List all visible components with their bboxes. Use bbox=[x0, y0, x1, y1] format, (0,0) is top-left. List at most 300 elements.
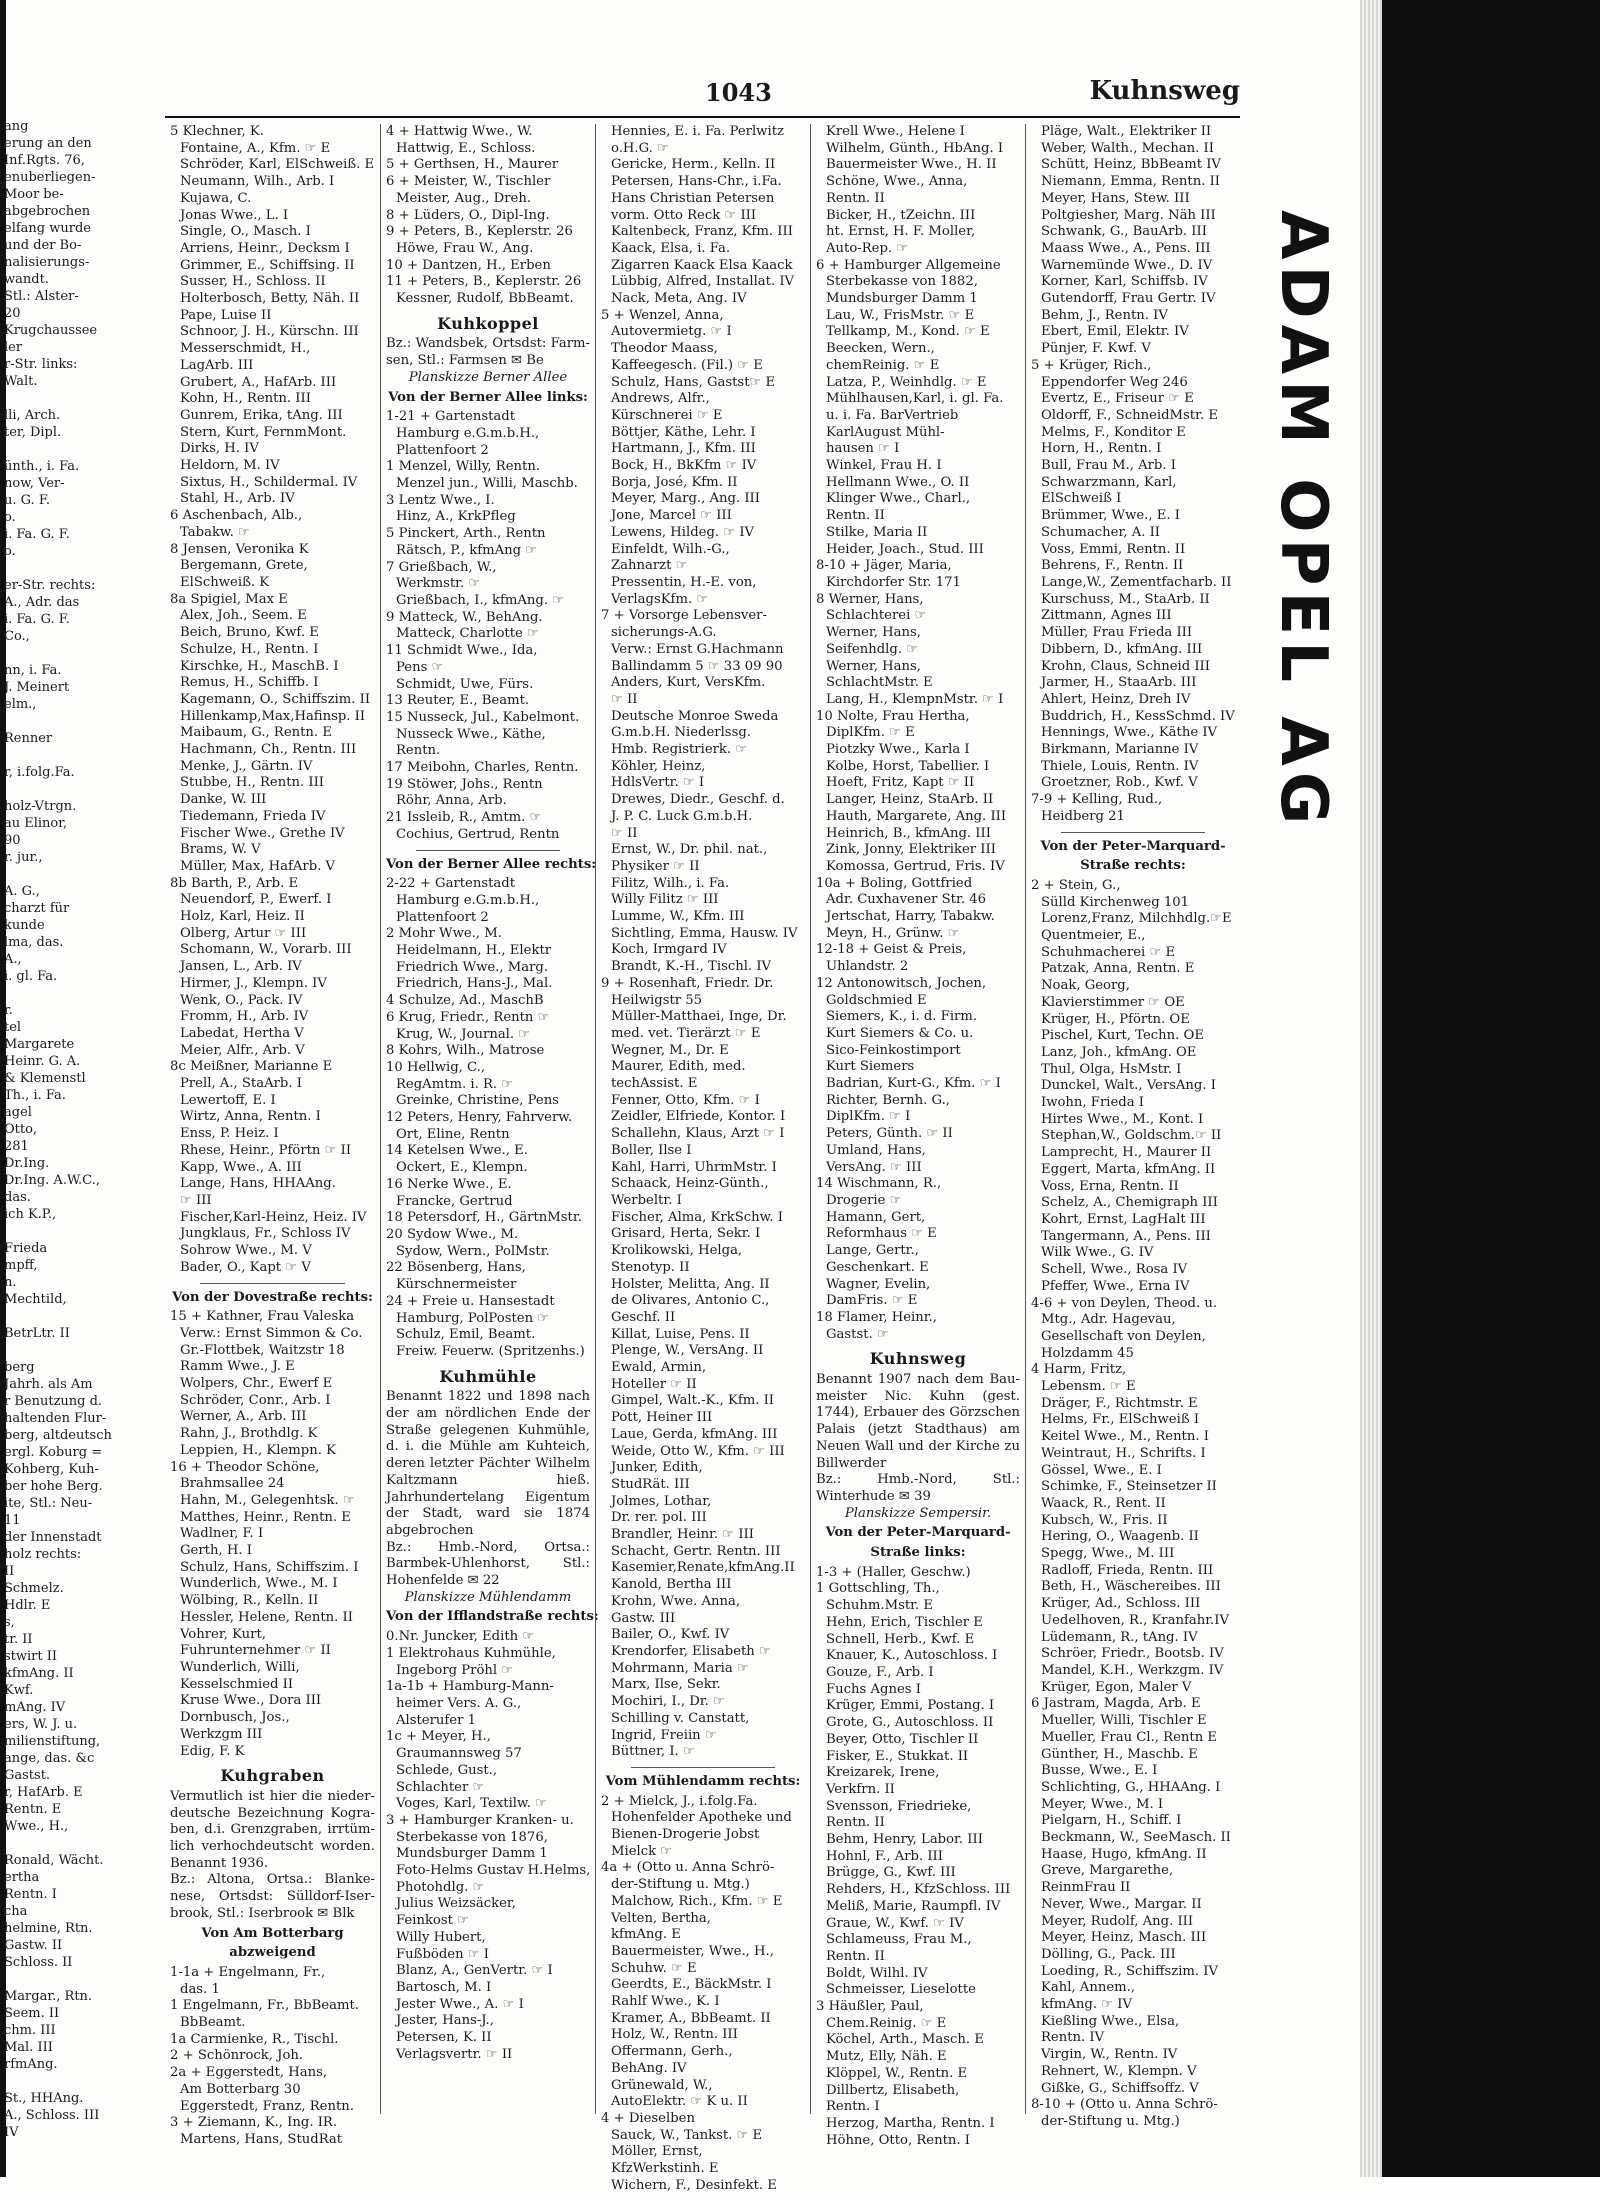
directory-subentry: Krüger, Ad., Schloss. III bbox=[1041, 1596, 1201, 1612]
previous-page-line: r, HafArb. E bbox=[4, 1785, 83, 1800]
directory-subentry: ☞ II bbox=[611, 691, 638, 707]
directory-subentry: Tabakw. ☞ bbox=[180, 524, 250, 540]
directory-subentry: Schmidt, Uwe, Fürs. bbox=[396, 676, 534, 692]
directory-subentry: Grubert, A., HafArb. III bbox=[180, 374, 337, 390]
directory-entry: 1a Carmienke, R., Tischl. bbox=[170, 2031, 339, 2047]
plan-reference: Planskizze Sempersir. bbox=[844, 1505, 992, 1521]
directory-entry: 8 + Lüders, O., Dipl-Ing. bbox=[386, 207, 550, 223]
directory-subentry: Vohrer, Kurt, bbox=[180, 1626, 266, 1642]
directory-subentry: Weide, Otto W., Kfm. ☞ III bbox=[611, 1443, 785, 1459]
directory-subentry: Zigarren Kaack Elsa Kaack bbox=[611, 257, 793, 273]
directory-subentry: BehAng. IV bbox=[611, 2060, 687, 2076]
directory-subentry: Schwarzmann, Karl, bbox=[1041, 474, 1177, 490]
previous-page-line bbox=[4, 1971, 156, 1988]
previous-page-line: St., HHAng. bbox=[4, 2091, 84, 2106]
directory-subentry: Alsterufer 1 bbox=[396, 1712, 476, 1728]
directory-subentry: Böttjer, Käthe, Lehr. I bbox=[611, 424, 756, 440]
previous-page-line: abgebrochen bbox=[4, 204, 91, 219]
directory-subentry: Brams, W. V bbox=[180, 842, 261, 858]
directory-subentry: Jertschat, Harry, Tabakw. bbox=[826, 909, 995, 925]
directory-subentry: vorm. Otto Reck ☞ III bbox=[611, 207, 757, 223]
directory-subentry: Boller, Ilse I bbox=[611, 1142, 692, 1158]
directory-subentry: Richter, Bernh. G., bbox=[826, 1092, 950, 1108]
directory-subentry: Jester, Hans-J., bbox=[396, 2013, 494, 2029]
directory-subentry: Plattenfoort 2 bbox=[396, 909, 489, 925]
previous-page-line: lma, das. bbox=[4, 935, 64, 950]
directory-subentry: Foto-Helms Gustav H.Helms, bbox=[396, 1863, 591, 1879]
directory-subentry: Voss, Erna, Rentn. II bbox=[1041, 1178, 1179, 1194]
directory-entry: 17 Meibohn, Charles, Rentn. bbox=[386, 760, 579, 776]
directory-subentry: Bicker, H., tZeichn. III bbox=[826, 207, 976, 223]
directory-subentry: Schröer, Friedr., Bootsb. IV bbox=[1041, 1646, 1224, 1662]
directory-entry: 5 + Wenzel, Anna, bbox=[601, 307, 724, 323]
directory-subentry: Köchel, Arth., Masch. E bbox=[826, 2032, 984, 2048]
directory-entry: 2-22 + Gartenstadt bbox=[386, 876, 516, 892]
directory-subentry: Brümmer, Wwe., E. I bbox=[1041, 508, 1180, 524]
directory-subentry: Dräger, F., Richtmstr. E bbox=[1041, 1395, 1198, 1411]
previous-page-line: cha bbox=[4, 1904, 28, 1919]
previous-page-line: nn, i. Fa. bbox=[4, 663, 62, 678]
directory-subentry: Buddrich, H., KessSchmd. IV bbox=[1041, 708, 1235, 724]
directory-subentry: Hellmann Wwe., O. II bbox=[826, 474, 970, 490]
previous-page-line: Kohberg, Kuh- bbox=[4, 1462, 99, 1477]
marginal-ad-text: ADAM OPEL AG bbox=[1266, 210, 1340, 831]
directory-subentry: Lang, H., KlempnMstr. ☞ I bbox=[826, 691, 1004, 707]
directory-subentry: Greinke, Christine, Pens bbox=[396, 1093, 559, 1109]
section-heading: Straße links: bbox=[870, 1545, 966, 1561]
directory-entry: 8a Spigiel, Max E bbox=[170, 591, 288, 607]
directory-subentry: Schomann, W., Vorarb. III bbox=[180, 942, 352, 958]
directory-subentry: Lange,W., Zementfacharb. II bbox=[1041, 574, 1232, 590]
directory-subentry: Laue, Gerda, kfmAng. III bbox=[611, 1426, 778, 1442]
previous-page-line: ange, das. &c bbox=[4, 1751, 95, 1766]
previous-page-line: Th., i. Fa. bbox=[4, 1088, 66, 1103]
directory-subentry: Hmb. Registrierk. ☞ bbox=[611, 742, 748, 758]
directory-subentry: DiplKfm. ☞ E bbox=[826, 725, 915, 741]
previous-page-line bbox=[4, 985, 156, 1002]
directory-entry: 4-6 + von Deylen, Theod. u. bbox=[1031, 1295, 1218, 1311]
directory-subentry: Badrian, Kurt-G., Kfm. ☞ I bbox=[826, 1076, 1001, 1092]
directory-subentry: Warnemünde Wwe., D. IV bbox=[1041, 257, 1213, 273]
previous-page-line: haltenden Flur- bbox=[4, 1411, 107, 1426]
directory-subentry: Ewald, Armin, bbox=[611, 1360, 707, 1376]
previous-page-line: r. bbox=[4, 1003, 13, 1018]
directory-subentry: Svensson, Friedrieke, bbox=[826, 1798, 972, 1814]
directory-subentry: Bergemann, Grete, bbox=[180, 558, 308, 574]
directory-subentry: Kolbe, Horst, Tabellier. I bbox=[826, 758, 990, 774]
previous-page-line: A., bbox=[4, 952, 22, 967]
directory-subentry: Peters, Günth. ☞ II bbox=[826, 1126, 953, 1142]
directory-subentry: Adr. Cuxhavener Str. 46 bbox=[826, 892, 986, 908]
directory-subentry: Holster, Melitta, Ang. II bbox=[611, 1276, 770, 1292]
directory-subentry: Tiedemann, Frieda IV bbox=[180, 808, 326, 824]
directory-subentry: Gerth, H. I bbox=[180, 1543, 252, 1559]
previous-page-line bbox=[4, 441, 156, 458]
directory-subentry: Hirtes Wwe., M., Kont. I bbox=[1041, 1111, 1204, 1127]
previous-page-line: 11 bbox=[4, 1513, 21, 1528]
directory-subentry: Geschenkart. E bbox=[826, 1259, 929, 1275]
directory-entry: 6 + Hamburger Allgemeine bbox=[816, 257, 1001, 273]
directory-subentry: Hachmann, Ch., Rentn. III bbox=[180, 742, 357, 758]
directory-entry: 1-3 + (Haller, Geschw.) bbox=[816, 1564, 971, 1580]
directory-subentry: Müller, Frau Frieda III bbox=[1041, 625, 1193, 641]
previous-page-line: kfmAng. II bbox=[4, 1666, 74, 1681]
section-divider bbox=[200, 1283, 345, 1284]
directory-subentry: Andrews, Alfr., bbox=[611, 391, 710, 407]
directory-subentry: ht. Ernst, H. F. Moller, bbox=[826, 224, 976, 240]
previous-page-line: II bbox=[4, 1564, 15, 1579]
previous-page-line: berg, altdeutsch bbox=[4, 1428, 112, 1443]
directory-subentry: Sichtling, Emma, Hausw. IV bbox=[611, 925, 798, 941]
directory-subentry: techAssist. E bbox=[611, 1076, 698, 1092]
directory-subentry: Maass Wwe., A., Pens. III bbox=[1041, 240, 1211, 256]
directory-subentry: Klöppel, W., Rentn. E bbox=[826, 2065, 968, 2081]
street-description: Benannt 1907 nach dem Baumeister Nic. Kuhn (gest. 1744), Erbauer des Görzschen Palais (jetzt Stadthaus) am Neuen Wall und der Kirche zu Billwerder bbox=[816, 1372, 1020, 1471]
directory-subentry: Mühlhausen,Karl, i. gl. Fa. bbox=[826, 391, 1004, 407]
previous-page-line: milienstiftung, bbox=[4, 1734, 101, 1749]
directory-subentry: Zahnarzt ☞ bbox=[611, 558, 688, 574]
previous-page-line: Gastw. II bbox=[4, 1938, 63, 1953]
directory-subentry: Kramer, A., BbBeamt. II bbox=[611, 2010, 771, 2026]
previous-page-line bbox=[4, 2073, 156, 2090]
directory-subentry: Latza, P., Weinhdlg. ☞ E bbox=[826, 374, 987, 390]
directory-subentry: Dr. rer. pol. III bbox=[611, 1510, 707, 1526]
directory-subentry: Meister, Aug., Dreh. bbox=[396, 190, 532, 206]
directory-subentry: Willy Filitz ☞ III bbox=[611, 892, 719, 908]
directory-subentry: Sterbekasse von 1876, bbox=[396, 1829, 548, 1845]
section-heading: Von der Ifflandstraße rechts: bbox=[386, 1609, 599, 1625]
directory-subentry: Petersen, Hans-Chr., i.Fa. bbox=[611, 174, 782, 190]
previous-page-line: Dr.Ing. bbox=[4, 1156, 50, 1171]
previous-page-line: s, bbox=[4, 1615, 15, 1630]
directory-subentry: Mutz, Elly, Näh. E bbox=[826, 2049, 947, 2065]
directory-subentry: Hamburg e.G.m.b.H., bbox=[396, 425, 540, 441]
directory-entry: 12 Peters, Henry, Fahrverw. bbox=[386, 1110, 573, 1126]
previous-page-line: Mal. III bbox=[4, 2040, 53, 2055]
directory-subentry: Möller, Ernst, bbox=[611, 2144, 703, 2160]
directory-subentry: Meyer, Marg., Ang. III bbox=[611, 491, 760, 507]
directory-subentry: Pfeffer, Wwe., Erna IV bbox=[1041, 1278, 1190, 1294]
directory-entry: 4 + Dieselben bbox=[601, 2110, 695, 2126]
directory-subentry: Heider, Joach., Stud. III bbox=[826, 541, 984, 557]
previous-page-line bbox=[4, 866, 156, 883]
directory-entry: 18 Flamer, Heinr., bbox=[816, 1309, 938, 1325]
directory-subentry: Blanz, A., GenVertr. ☞ I bbox=[396, 1963, 553, 1979]
directory-subentry: Behrens, F., Rentn. II bbox=[1041, 558, 1184, 574]
directory-subentry: Horn, H., Rentn. I bbox=[1041, 441, 1162, 457]
directory-subentry: Hans Christian Petersen bbox=[611, 190, 775, 206]
directory-subentry: Rentn. II bbox=[826, 190, 885, 206]
directory-subentry: Dirks, H. IV bbox=[180, 441, 259, 457]
directory-subentry: Stubbe, H., Rentn. III bbox=[180, 775, 325, 791]
directory-subentry: Nack, Meta, Ang. IV bbox=[611, 291, 747, 307]
directory-subentry: Eppendorfer Weg 246 bbox=[1041, 374, 1188, 390]
previous-page-line: Seem. II bbox=[4, 2006, 60, 2021]
directory-subentry: Pielgarn, H., Schiff. I bbox=[1041, 1813, 1182, 1829]
directory-subentry: Müller, Max, HafArb. V bbox=[180, 858, 336, 874]
previous-page-line bbox=[4, 645, 156, 662]
directory-subentry: Hartmann, J., Kfm. III bbox=[611, 441, 756, 457]
directory-subentry: VersAng. ☞ III bbox=[826, 1159, 922, 1175]
directory-subentry: Jarmer, H., StaaArb. III bbox=[1041, 675, 1197, 691]
previous-page-line: 20 bbox=[4, 306, 21, 321]
directory-entry: 1c + Meyer, H., bbox=[386, 1729, 491, 1745]
previous-page-line: stwirt II bbox=[4, 1649, 58, 1664]
directory-subentry: Brandt, K.-H., Tischl. IV bbox=[611, 959, 772, 975]
directory-subentry: Dillbertz, Elisabeth, bbox=[826, 2082, 960, 2098]
directory-subentry: BbBeamt. bbox=[180, 2015, 246, 2031]
directory-subentry: Grote, G., Autoschloss. II bbox=[826, 1715, 994, 1731]
directory-subentry: der-Stiftung u. Mtg.) bbox=[611, 1877, 750, 1893]
directory-subentry: Lewens, Hildeg. ☞ IV bbox=[611, 524, 755, 540]
section-heading: Von der Peter-Marquard- bbox=[1040, 838, 1226, 854]
directory-subentry: Mundsburger Damm 1 bbox=[396, 1846, 548, 1862]
directory-subentry: kfmAng. E bbox=[611, 1927, 681, 1943]
directory-subentry: Edig, F. K bbox=[180, 1743, 245, 1759]
directory-subentry: Wichern, F., Desinfekt. E bbox=[611, 2177, 777, 2193]
directory-entry: 12 Antonowitsch, Jochen, bbox=[816, 975, 987, 991]
directory-subentry: Kahl, Harri, UhrmMstr. I bbox=[611, 1159, 777, 1175]
directory-subentry: Meyn, H., Grünw. ☞ bbox=[826, 925, 960, 941]
directory-subentry: Pläge, Walt., Elektriker II bbox=[1041, 124, 1212, 139]
directory-subentry: Fuhrunternehmer ☞ II bbox=[180, 1643, 331, 1659]
directory-subentry: Poltgiesher, Marg. Näh III bbox=[1041, 207, 1216, 223]
directory-subentry: Photohdlg. ☞ bbox=[396, 1879, 485, 1895]
directory-subentry: Thiele, Louis, Rentn. IV bbox=[1041, 758, 1199, 774]
directory-subentry: Lübbig, Alfred, Installat. IV bbox=[611, 274, 795, 290]
directory-subentry: das. 1 bbox=[180, 1981, 220, 1997]
directory-subentry: Rentn. bbox=[396, 743, 441, 759]
directory-subentry: Chem.Reinig. ☞ E bbox=[826, 2015, 947, 2031]
directory-subentry: Schulz, Hans, Schiffszim. I bbox=[180, 1559, 359, 1575]
previous-page-line: 281 bbox=[4, 1139, 29, 1154]
directory-subentry: Melms, F., Konditor E bbox=[1041, 424, 1186, 440]
directory-subentry: Krohn, Wwe. Anna, bbox=[611, 1593, 741, 1609]
directory-subentry: Schwank, G., BauArb. III bbox=[1041, 224, 1207, 240]
directory-subentry: Hennies, E. i. Fa. Perlwitz bbox=[611, 124, 784, 139]
directory-entry: 19 Stöwer, Johs., Rentn bbox=[386, 776, 543, 792]
directory-entry: 9 Matteck, W., BehAng. bbox=[386, 609, 543, 625]
directory-subentry: Pischel, Kurt, Techn. OE bbox=[1041, 1028, 1204, 1044]
directory-subentry: Werner, Hans, bbox=[826, 625, 921, 641]
directory-entry: 3 Lentz Wwe., I. bbox=[386, 492, 495, 508]
directory-subentry: Physiker ☞ II bbox=[611, 858, 700, 874]
directory-subentry: Theodor Maass, bbox=[611, 341, 718, 357]
directory-subentry: Müller-Matthaei, Inge, Dr. bbox=[611, 1009, 787, 1025]
directory-subentry: Lüdemann, R., tAng. IV bbox=[1041, 1629, 1198, 1645]
directory-subentry: Kessner, Rudolf, BbBeamt. bbox=[396, 291, 574, 307]
previous-page-line: Dr.Ing. A.W.C., bbox=[4, 1173, 100, 1188]
directory-subentry: Voss, Emmi, Rentn. II bbox=[1041, 541, 1186, 557]
directory-subentry: LagArb. III bbox=[180, 357, 254, 373]
directory-subentry: Ockert, E., Klempn. bbox=[396, 1160, 528, 1176]
directory-subentry: Enss, P. Heiz. I bbox=[180, 1126, 279, 1142]
directory-subentry: Arriens, Heinr., Decksm I bbox=[180, 240, 350, 256]
directory-subentry: kfmAng. ☞ IV bbox=[1041, 1997, 1132, 2013]
directory-entry: 7 Grießbach, W., bbox=[386, 559, 497, 575]
directory-subentry: Schöne, Wwe., Anna, bbox=[826, 174, 968, 190]
directory-subentry: Kürschnerei ☞ E bbox=[611, 407, 723, 423]
previous-page-line: IV bbox=[4, 2125, 19, 2140]
directory-subentry: Hahn, M., Gelegenhtsk. ☞ bbox=[180, 1492, 355, 1508]
previous-page-line: Schmelz. bbox=[4, 1581, 64, 1596]
directory-subentry: Ramm Wwe., J. E bbox=[180, 1359, 295, 1375]
directory-subentry: med. vet. Tierärzt ☞ E bbox=[611, 1025, 761, 1041]
previous-page-line: Kwf. bbox=[4, 1683, 34, 1698]
directory-subentry: de Olivares, Antonio C., bbox=[611, 1293, 770, 1309]
directory-subentry: Rentn. II bbox=[826, 508, 885, 524]
previous-page-line: tel bbox=[4, 1020, 22, 1035]
previous-page-line bbox=[4, 1835, 156, 1852]
previous-page-line bbox=[4, 1223, 156, 1240]
directory-subentry: Gastw. III bbox=[611, 1610, 676, 1626]
directory-subentry: Weber, Walth., Mechan. II bbox=[1041, 140, 1214, 156]
directory-subentry: Dunckel, Walt., VersAng. I bbox=[1041, 1078, 1216, 1094]
directory-subentry: Meyer, Wwe., M. I bbox=[1041, 1796, 1164, 1812]
directory-entry: 8 Kohrs, Wilh., Matrose bbox=[386, 1043, 545, 1059]
directory-subentry: Gastst. ☞ bbox=[826, 1326, 889, 1342]
directory-subentry: heimer Vers. A. G., bbox=[396, 1695, 522, 1711]
directory-entry: 4a + (Otto u. Anna Schrö- bbox=[601, 1860, 775, 1876]
directory-subentry: ElSchweiß I bbox=[1041, 491, 1122, 507]
directory-subentry: Jester Wwe., A. ☞ I bbox=[396, 1996, 524, 2012]
directory-subentry: Grisard, Herta, Sekr. I bbox=[611, 1226, 761, 1242]
directory-subentry: Werner, Hans, bbox=[826, 658, 921, 674]
section-heading: abzweigend bbox=[229, 1945, 316, 1961]
directory-subentry: Schilling v. Canstatt, bbox=[611, 1710, 750, 1726]
directory-subentry: Kagemann, O., Schiffszim. II bbox=[180, 691, 371, 707]
directory-subentry: Sohrow Wwe., M. V bbox=[180, 1243, 312, 1259]
previous-page-line: Schloss. II bbox=[4, 1955, 73, 1970]
directory-entry: 2a + Eggerstedt, Hans, bbox=[170, 2065, 328, 2081]
directory-subentry: Kreizarek, Irene, bbox=[826, 1765, 940, 1781]
directory-subentry: Jonas Wwe., L. I bbox=[180, 207, 289, 223]
previous-page-line: Renner bbox=[4, 731, 53, 746]
previous-page-line: u. G. F. bbox=[4, 493, 50, 508]
street-heading: Kuhnsweg bbox=[869, 1349, 967, 1369]
directory-subentry: Rehnert, W., Klempn. V bbox=[1041, 2063, 1197, 2079]
directory-subentry: Holterbosch, Betty, Näh. II bbox=[180, 291, 360, 307]
directory-subentry: Meier, Alfr., Arb. V bbox=[180, 1042, 305, 1058]
directory-subentry: Rahn, J., Brothdlg. K bbox=[180, 1426, 318, 1442]
previous-page-line: Wwe., H., bbox=[4, 1819, 69, 1834]
previous-page-line: i. Fa. G. F. bbox=[4, 612, 70, 627]
directory-entry: 5 Klechner, K. bbox=[170, 124, 264, 139]
directory-subentry: Gunrem, Erika, tAng. III bbox=[180, 407, 343, 423]
directory-subentry: Jone, Marcel ☞ III bbox=[611, 508, 732, 524]
directory-subentry: Verw.: Ernst Simmon & Co. bbox=[180, 1325, 363, 1341]
previous-page-fragment bbox=[6, 118, 156, 2177]
directory-subentry: Holzdamm 45 bbox=[1041, 1345, 1134, 1361]
scan-background bbox=[1382, 0, 1600, 2177]
directory-entry: 2 + Schönrock, Joh. bbox=[170, 2048, 304, 2064]
directory-entry: 15 Nusseck, Jul., Kabelmont. bbox=[386, 709, 580, 725]
directory-subentry: Weintraut, H., Schrifts. I bbox=[1041, 1445, 1206, 1461]
directory-subentry: Never, Wwe., Margar. II bbox=[1041, 1896, 1202, 1912]
directory-subentry: Rentn. II bbox=[826, 1948, 885, 1964]
directory-subentry: Leppien, H., Klempn. K bbox=[180, 1442, 336, 1458]
previous-page-line: A., Schloss. III bbox=[4, 2108, 100, 2123]
directory-subentry: Kürschnermeister bbox=[396, 1277, 517, 1293]
directory-subentry: Kruse Wwe., Dora III bbox=[180, 1693, 322, 1709]
directory-subentry: Hoteller ☞ II bbox=[611, 1376, 697, 1392]
directory-subentry: Hirmer, J., Klempn. IV bbox=[180, 975, 327, 991]
section-divider bbox=[416, 850, 560, 851]
directory-entry: 10a + Boling, Gottfried bbox=[816, 875, 973, 891]
directory-subentry: Krendorfer, Elisabeth ☞ bbox=[611, 1643, 771, 1659]
directory-subentry: Korner, Karl, Schiffsb. IV bbox=[1041, 274, 1208, 290]
directory-subentry: Verlagsvertr. ☞ II bbox=[396, 2046, 513, 2062]
directory-subentry: Radloff, Frieda, Rentn. III bbox=[1041, 1562, 1214, 1578]
directory-subentry: Kohrt, Ernst, LagHalt III bbox=[1041, 1212, 1206, 1227]
previous-page-line bbox=[4, 713, 156, 730]
directory-subentry: Schallehn, Klaus, Arzt ☞ I bbox=[611, 1126, 785, 1142]
directory-subentry: Sixtus, H., Schildermal. IV bbox=[180, 474, 358, 490]
directory-subentry: Umland, Hans, bbox=[826, 1142, 926, 1158]
previous-page-line: n. bbox=[4, 1275, 17, 1290]
directory-subentry: Julius Weizsäcker, bbox=[396, 1896, 516, 1912]
previous-page-line: Jahrh. als Am bbox=[4, 1377, 93, 1392]
page-number: 1043 bbox=[705, 78, 772, 107]
directory-subentry: Ebert, Emil, Elektr. IV bbox=[1041, 324, 1189, 340]
directory-subentry: Single, O., Masch. I bbox=[180, 224, 311, 240]
directory-subentry: Goldschmied E bbox=[826, 992, 927, 1008]
previous-page-line: er-Str. rechts: bbox=[4, 578, 96, 593]
directory-subentry: Grünewald, W., bbox=[611, 2077, 713, 2093]
directory-subentry: Hohenfelder Apotheke und bbox=[611, 1810, 792, 1826]
directory-entry: 4 + Hattwig Wwe., W. bbox=[386, 124, 533, 139]
previous-page-line: rfmAng. bbox=[4, 2057, 58, 2072]
previous-page-line: wandt. bbox=[4, 272, 49, 287]
directory-subentry: ReinmFrau II bbox=[1041, 1880, 1131, 1896]
directory-subentry: Noak, Georg, bbox=[1041, 978, 1130, 994]
directory-subentry: Rentn. IV bbox=[1041, 2030, 1105, 2046]
directory-subentry: Holz, W., Rentn. III bbox=[611, 2027, 738, 2043]
directory-subentry: Matthes, Heinr., Rentn. E bbox=[180, 1509, 351, 1525]
previous-page-line: lli, Arch. bbox=[4, 408, 61, 423]
directory-entry: 1a-1b + Hamburg-Mann- bbox=[386, 1679, 554, 1695]
directory-subentry: Sterbekasse von 1882, bbox=[826, 274, 978, 290]
previous-page-line: helmine, Rtn. bbox=[4, 1921, 93, 1936]
directory-entry: 16 + Theodor Schöne, bbox=[170, 1459, 320, 1475]
directory-subentry: KarlAugust Mühl- bbox=[826, 424, 945, 440]
previous-page-line: Mechtild, bbox=[4, 1292, 67, 1307]
directory-subentry: Reformhaus ☞ E bbox=[826, 1226, 937, 1242]
directory-subentry: Werkmstr. ☞ bbox=[396, 576, 481, 592]
directory-subentry: Autovermietg. ☞ I bbox=[611, 324, 732, 340]
directory-subentry: Sico-Feinkostimport bbox=[826, 1042, 961, 1058]
previous-page-line: Frieda bbox=[4, 1241, 48, 1256]
directory-entry: 1 Elektrohaus Kuhmühle, bbox=[386, 1645, 556, 1661]
directory-subentry: Lorenz,Franz, Milchhdlg.☞E bbox=[1041, 911, 1232, 927]
directory-subentry: Krüger, H., Pförtn. OE bbox=[1041, 1011, 1190, 1027]
directory-entry: 8 Werner, Hans, bbox=[816, 591, 924, 607]
street-description: Bz.: Wandsbek, Ortsdst: Farmsen, Stl.: Farmsen ✉ Be bbox=[386, 336, 590, 369]
directory-column-3 bbox=[595, 124, 810, 2193]
directory-subentry: ElSchweiß. K bbox=[180, 574, 270, 590]
directory-subentry: Auto-Rep. ☞ bbox=[826, 240, 909, 256]
directory-subentry: Lanz, Joh., kfmAng. OE bbox=[1041, 1044, 1197, 1060]
directory-subentry: Virgin, W., Rentn. IV bbox=[1041, 2047, 1178, 2063]
previous-page-line: au Elinor, bbox=[4, 816, 68, 831]
directory-subentry: Alex, Joh., Seem. E bbox=[180, 608, 307, 624]
directory-subentry: Fischer,Karl-Heinz, Heiz. IV bbox=[180, 1209, 367, 1225]
directory-subentry: Labedat, Hertha V bbox=[180, 1025, 304, 1041]
directory-subentry: Bailer, O., Kwf. IV bbox=[611, 1627, 730, 1643]
section-heading: Von der Berner Allee links: bbox=[388, 389, 588, 405]
directory-entry: 1 Gottschling, Th., bbox=[816, 1581, 940, 1597]
directory-subentry: Ballindamm 5 ☞ 33 09 90 bbox=[611, 658, 783, 674]
